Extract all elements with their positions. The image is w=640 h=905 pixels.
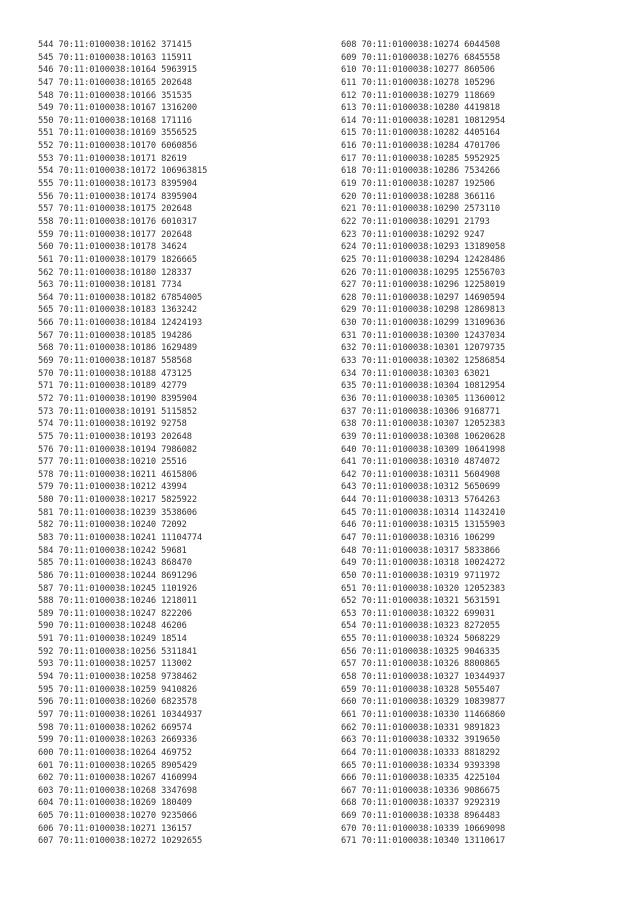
record-line: 623 70:11:0100038:10292 9247 (341, 229, 485, 240)
record-line: 663 70:11:0100038:10332 3919650 (341, 735, 501, 746)
record-line: 568 70:11:0100038:10186 1629489 (38, 343, 198, 354)
record-line: 627 70:11:0100038:10296 12258019 (341, 280, 506, 291)
record-line: 658 70:11:0100038:10327 10344937 (341, 672, 506, 683)
record-line: 624 70:11:0100038:10293 13189058 (341, 242, 506, 253)
record-line: 585 70:11:0100038:10243 868470 (38, 558, 192, 569)
record-line: 670 70:11:0100038:10339 10669098 (341, 823, 506, 834)
record-line: 551 70:11:0100038:10169 3556525 (38, 128, 198, 139)
record-line: 554 70:11:0100038:10172 106963815 (38, 166, 208, 177)
record-line: 583 70:11:0100038:10241 11104774 (38, 532, 203, 543)
record-line: 659 70:11:0100038:10328 5055407 (341, 684, 501, 695)
record-line: 550 70:11:0100038:10168 171116 (38, 115, 192, 126)
record-line: 576 70:11:0100038:10194 7986082 (38, 444, 198, 455)
record-line: 639 70:11:0100038:10308 10620628 (341, 431, 506, 442)
record-line: 597 70:11:0100038:10261 10344937 (38, 709, 203, 720)
record-line: 671 70:11:0100038:10340 13110617 (341, 836, 506, 847)
record-line: 654 70:11:0100038:10323 8272055 (341, 621, 501, 632)
record-line: 592 70:11:0100038:10256 5311841 (38, 646, 198, 657)
record-line: 637 70:11:0100038:10306 9168771 (341, 406, 501, 417)
record-line: 630 70:11:0100038:10299 13109636 (341, 318, 506, 329)
record-line: 548 70:11:0100038:10166 351535 (38, 90, 192, 101)
record-line: 638 70:11:0100038:10307 12052383 (341, 419, 506, 430)
record-line: 599 70:11:0100038:10263 2669336 (38, 735, 198, 746)
record-line: 578 70:11:0100038:10211 4615806 (38, 469, 198, 480)
record-line: 666 70:11:0100038:10335 4225104 (341, 773, 501, 784)
record-line: 588 70:11:0100038:10246 1218011 (38, 596, 198, 607)
record-line: 606 70:11:0100038:10271 136157 (38, 823, 192, 834)
record-line: 633 70:11:0100038:10302 12586854 (341, 356, 506, 367)
record-line: 610 70:11:0100038:10277 860506 (341, 65, 495, 76)
record-line: 628 70:11:0100038:10297 14690594 (341, 292, 506, 303)
record-line: 640 70:11:0100038:10309 10641998 (341, 444, 506, 455)
record-line: 655 70:11:0100038:10324 5068229 (341, 634, 501, 645)
record-line: 552 70:11:0100038:10170 6060856 (38, 141, 198, 152)
record-line: 618 70:11:0100038:10286 7534266 (341, 166, 501, 177)
record-line: 545 70:11:0100038:10163 115911 (38, 52, 192, 63)
record-line: 587 70:11:0100038:10245 1101926 (38, 583, 198, 594)
record-line: 667 70:11:0100038:10336 9086675 (341, 785, 501, 796)
record-line: 646 70:11:0100038:10315 13155903 (341, 520, 506, 531)
record-line: 661 70:11:0100038:10330 11466860 (341, 709, 506, 720)
record-line: 563 70:11:0100038:10181 7734 (38, 280, 182, 291)
record-line: 636 70:11:0100038:10305 11360012 (341, 393, 506, 404)
record-line: 614 70:11:0100038:10281 10812954 (341, 115, 506, 126)
record-line: 567 70:11:0100038:10185 194286 (38, 330, 192, 341)
record-line: 609 70:11:0100038:10276 6845558 (341, 52, 501, 63)
record-line: 605 70:11:0100038:10270 9235066 (38, 811, 198, 822)
record-line: 603 70:11:0100038:10268 3347698 (38, 785, 198, 796)
record-line: 644 70:11:0100038:10313 5764263 (341, 495, 501, 506)
record-line: 643 70:11:0100038:10312 5650699 (341, 482, 501, 493)
record-line: 652 70:11:0100038:10321 5631591 (341, 596, 501, 607)
record-line: 641 70:11:0100038:10310 4874072 (341, 457, 501, 468)
record-line: 629 70:11:0100038:10298 12869813 (341, 305, 506, 316)
record-line: 571 70:11:0100038:10189 42779 (38, 381, 187, 392)
record-line: 613 70:11:0100038:10280 4419818 (341, 103, 501, 114)
record-line: 555 70:11:0100038:10173 8395904 (38, 179, 198, 190)
record-line: 595 70:11:0100038:10259 9410826 (38, 684, 198, 695)
record-line: 669 70:11:0100038:10338 8964483 (341, 811, 501, 822)
record-line: 584 70:11:0100038:10242 59681 (38, 545, 187, 556)
record-line: 615 70:11:0100038:10282 4405164 (341, 128, 501, 139)
record-line: 591 70:11:0100038:10249 18514 (38, 634, 187, 645)
record-line: 649 70:11:0100038:10318 10024272 (341, 558, 506, 569)
record-line: 549 70:11:0100038:10167 1316200 (38, 103, 198, 114)
record-line: 561 70:11:0100038:10179 1826665 (38, 254, 198, 265)
record-line: 556 70:11:0100038:10174 8395904 (38, 191, 198, 202)
record-line: 546 70:11:0100038:10164 5963915 (38, 65, 198, 76)
record-line: 612 70:11:0100038:10279 118669 (341, 90, 495, 101)
record-line: 660 70:11:0100038:10329 10839877 (341, 697, 506, 708)
record-line: 662 70:11:0100038:10331 9891823 (341, 722, 501, 733)
record-line: 604 70:11:0100038:10269 180409 (38, 798, 192, 809)
record-line: 579 70:11:0100038:10212 43994 (38, 482, 187, 493)
record-line: 608 70:11:0100038:10274 6044508 (341, 40, 501, 50)
record-line: 619 70:11:0100038:10287 192506 (341, 179, 495, 190)
record-line: 557 70:11:0100038:10175 202648 (38, 204, 192, 215)
record-line: 632 70:11:0100038:10301 12079735 (341, 343, 506, 354)
record-line: 544 70:11:0100038:10162 371415 (38, 40, 192, 50)
record-line: 581 70:11:0100038:10239 3538606 (38, 507, 198, 518)
record-line: 589 70:11:0100038:10247 822206 (38, 608, 192, 619)
record-line: 602 70:11:0100038:10267 4160994 (38, 773, 198, 784)
record-line: 564 70:11:0100038:10182 67854005 (38, 292, 203, 303)
record-line: 598 70:11:0100038:10262 669574 (38, 722, 192, 733)
record-line: 625 70:11:0100038:10294 12428486 (341, 254, 506, 265)
record-line: 590 70:11:0100038:10248 46206 (38, 621, 187, 632)
record-line: 653 70:11:0100038:10322 699031 (341, 608, 495, 619)
record-line: 665 70:11:0100038:10334 9393398 (341, 760, 501, 771)
record-line: 553 70:11:0100038:10171 82619 (38, 153, 187, 164)
record-line: 651 70:11:0100038:10320 12052383 (341, 583, 506, 594)
record-line: 668 70:11:0100038:10337 9292319 (341, 798, 501, 809)
record-line: 642 70:11:0100038:10311 5604908 (341, 469, 501, 480)
record-line: 647 70:11:0100038:10316 106299 (341, 532, 495, 543)
record-line: 616 70:11:0100038:10284 4701706 (341, 141, 501, 152)
record-line: 586 70:11:0100038:10244 8691296 (38, 570, 198, 581)
record-line: 570 70:11:0100038:10188 473125 (38, 368, 192, 379)
record-line: 580 70:11:0100038:10217 5825922 (38, 495, 198, 506)
record-line: 657 70:11:0100038:10326 8800865 (341, 659, 501, 670)
record-line: 656 70:11:0100038:10325 9046335 (341, 646, 501, 657)
record-line: 650 70:11:0100038:10319 9711972 (341, 570, 501, 581)
record-line: 621 70:11:0100038:10290 2573110 (341, 204, 501, 215)
record-line: 664 70:11:0100038:10333 8818292 (341, 747, 501, 758)
record-line: 547 70:11:0100038:10165 202648 (38, 77, 192, 88)
record-line: 577 70:11:0100038:10210 25516 (38, 457, 187, 468)
record-line: 596 70:11:0100038:10260 6823578 (38, 697, 198, 708)
record-line: 566 70:11:0100038:10184 12424193 (38, 318, 203, 329)
record-line: 562 70:11:0100038:10180 128337 (38, 267, 192, 278)
record-line: 626 70:11:0100038:10295 12556703 (341, 267, 506, 278)
record-line: 558 70:11:0100038:10176 6010317 (38, 216, 198, 227)
left-column (38, 39, 328, 848)
record-line: 593 70:11:0100038:10257 113002 (38, 659, 192, 670)
record-line: 607 70:11:0100038:10272 10292655 (38, 836, 203, 847)
record-line: 617 70:11:0100038:10285 5952925 (341, 153, 501, 164)
record-line: 622 70:11:0100038:10291 21793 (341, 216, 490, 227)
record-line: 611 70:11:0100038:10278 105296 (341, 77, 495, 88)
record-line: 594 70:11:0100038:10258 9738462 (38, 672, 198, 683)
record-line: 635 70:11:0100038:10304 10812954 (341, 381, 506, 392)
record-line: 601 70:11:0100038:10265 8905429 (38, 760, 198, 771)
record-line: 559 70:11:0100038:10177 202648 (38, 229, 192, 240)
record-line: 574 70:11:0100038:10192 92758 (38, 419, 187, 430)
record-line: 634 70:11:0100038:10303 63021 (341, 368, 490, 379)
record-line: 573 70:11:0100038:10191 5115852 (38, 406, 198, 417)
record-line: 645 70:11:0100038:10314 11432410 (341, 507, 506, 518)
record-line: 575 70:11:0100038:10193 202648 (38, 431, 192, 442)
record-line: 648 70:11:0100038:10317 5833866 (341, 545, 501, 556)
record-line: 560 70:11:0100038:10178 34624 (38, 242, 187, 253)
record-line: 572 70:11:0100038:10190 8395904 (38, 393, 198, 404)
right-column (341, 39, 631, 848)
record-line: 565 70:11:0100038:10183 1363242 (38, 305, 198, 316)
record-line: 569 70:11:0100038:10187 558568 (38, 356, 192, 367)
record-line: 631 70:11:0100038:10300 12437034 (341, 330, 506, 341)
record-line: 620 70:11:0100038:10288 366116 (341, 191, 495, 202)
record-line: 582 70:11:0100038:10240 72092 (38, 520, 187, 531)
record-line: 600 70:11:0100038:10264 469752 (38, 747, 192, 758)
